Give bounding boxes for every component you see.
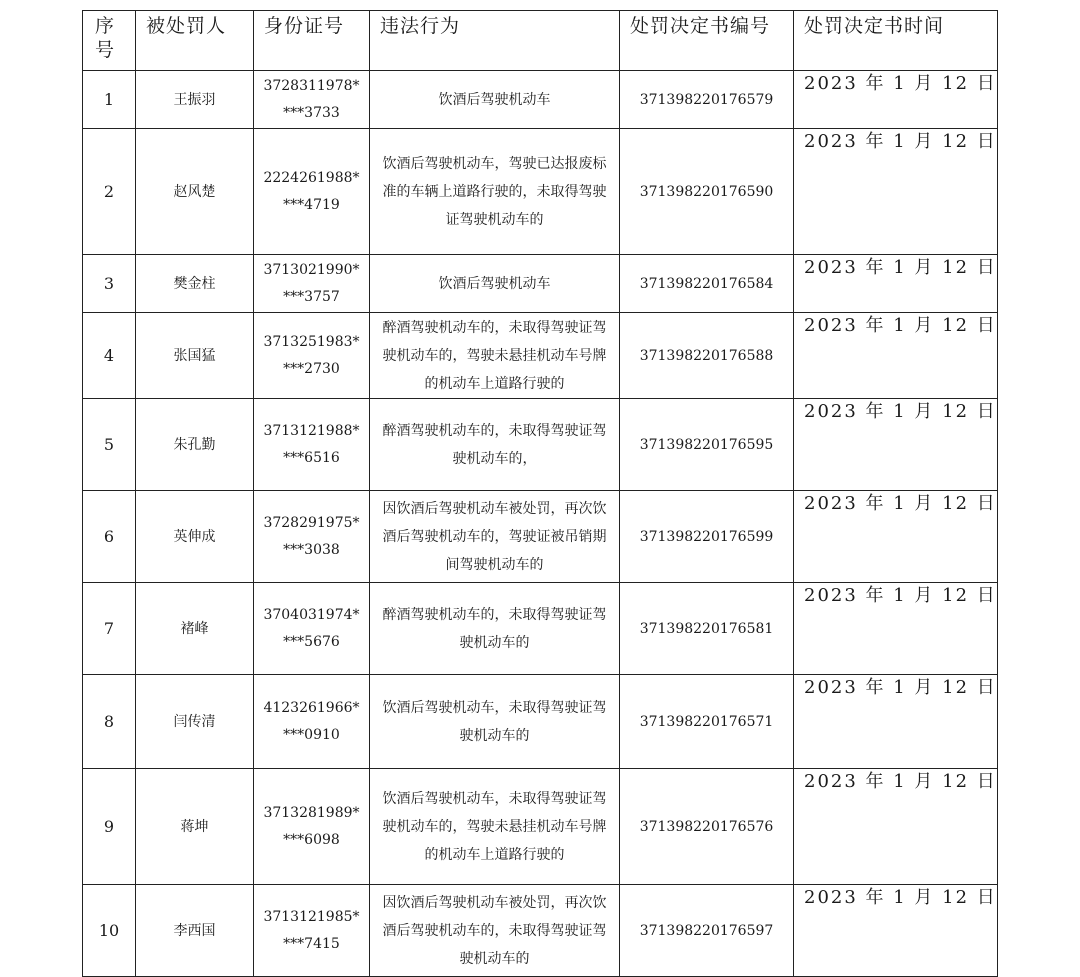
id-line: 3704031974* bbox=[263, 606, 360, 623]
table-row bbox=[83, 399, 998, 491]
row-violation: 醉酒驾驶机动车的，未取得驾驶证驾驶机动车的 bbox=[370, 583, 620, 675]
header-seq: 序号 bbox=[83, 11, 136, 71]
row-name: 张国猛 bbox=[136, 313, 254, 399]
row-violation: 饮酒后驾驶机动车 bbox=[370, 71, 620, 129]
row-violation: 饮酒后驾驶机动车，驾驶已达报废标准的车辆上道路行驶的，未取得驾驶证驾驶机动车的 bbox=[370, 129, 620, 255]
id-line: ***5676 bbox=[283, 633, 340, 650]
row-violation: 因饮酒后驾驶机动车被处罚，再次饮酒后驾驶机动车的，驾驶证被吊销期间驾驶机动车的 bbox=[370, 491, 620, 583]
row-name: 闫传清 bbox=[136, 675, 254, 769]
id-line: ***0910 bbox=[283, 726, 340, 743]
row-violation: 饮酒后驾驶机动车，未取得驾驶证驾驶机动车的，驾驶未悬挂机动车号牌的机动车上道路行驶的 bbox=[370, 769, 620, 885]
table-row bbox=[83, 255, 998, 313]
row-id bbox=[254, 255, 370, 313]
table-row bbox=[83, 129, 998, 255]
row-decision-no: 371398220176579 bbox=[620, 71, 794, 129]
row-seq: 3 bbox=[83, 255, 136, 313]
row-seq: 6 bbox=[83, 491, 136, 583]
row-id bbox=[254, 491, 370, 583]
header-id: 身份证号 bbox=[254, 11, 370, 71]
row-id bbox=[254, 583, 370, 675]
header-violation: 违法行为 bbox=[370, 11, 620, 71]
row-decision-date: 2023 年 1 月 12 日 bbox=[794, 71, 998, 129]
penalty-table bbox=[82, 10, 998, 977]
row-decision-no: 371398220176581 bbox=[620, 583, 794, 675]
row-decision-no: 371398220176599 bbox=[620, 491, 794, 583]
row-name: 赵风楚 bbox=[136, 129, 254, 255]
id-line: 3713121985* bbox=[263, 908, 360, 925]
row-violation: 醉酒驾驶机动车的，未取得驾驶证驾驶机动车的，驾驶未悬挂机动车号牌的机动车上道路行驶的 bbox=[370, 313, 620, 399]
row-violation: 醉酒驾驶机动车的，未取得驾驶证驾驶机动车的， bbox=[370, 399, 620, 491]
row-decision-date: 2023 年 1 月 12 日 bbox=[794, 255, 998, 313]
row-decision-date: 2023 年 1 月 12 日 bbox=[794, 583, 998, 675]
row-decision-no: 371398220176597 bbox=[620, 885, 794, 977]
header-name: 被处罚人 bbox=[136, 11, 254, 71]
header-decision-no: 处罚决定书编号 bbox=[620, 11, 794, 71]
row-violation: 饮酒后驾驶机动车 bbox=[370, 255, 620, 313]
id-line: 3713251983* bbox=[263, 333, 360, 350]
row-id bbox=[254, 885, 370, 977]
id-line: ***6516 bbox=[283, 449, 340, 466]
row-name: 李西国 bbox=[136, 885, 254, 977]
row-id bbox=[254, 675, 370, 769]
id-line: ***2730 bbox=[283, 360, 340, 377]
row-name: 朱孔勤 bbox=[136, 399, 254, 491]
row-decision-date: 2023 年 1 月 12 日 bbox=[794, 399, 998, 491]
row-id bbox=[254, 399, 370, 491]
row-decision-no: 371398220176584 bbox=[620, 255, 794, 313]
row-decision-date: 2023 年 1 月 12 日 bbox=[794, 313, 998, 399]
row-decision-no: 371398220176588 bbox=[620, 313, 794, 399]
table-body bbox=[83, 71, 998, 977]
table-row bbox=[83, 885, 998, 977]
row-decision-no: 371398220176590 bbox=[620, 129, 794, 255]
row-decision-no: 371398220176576 bbox=[620, 769, 794, 885]
id-line: 3713021990* bbox=[263, 261, 360, 278]
row-seq: 8 bbox=[83, 675, 136, 769]
table-row bbox=[83, 491, 998, 583]
row-seq: 1 bbox=[83, 71, 136, 129]
id-line: 3728291975* bbox=[263, 514, 360, 531]
row-seq: 4 bbox=[83, 313, 136, 399]
row-decision-date: 2023 年 1 月 12 日 bbox=[794, 885, 998, 977]
row-name: 褚峰 bbox=[136, 583, 254, 675]
id-line: ***4719 bbox=[283, 196, 340, 213]
row-name: 英伸成 bbox=[136, 491, 254, 583]
row-id bbox=[254, 71, 370, 129]
table-row bbox=[83, 675, 998, 769]
row-decision-date: 2023 年 1 月 12 日 bbox=[794, 491, 998, 583]
id-line: ***3733 bbox=[283, 104, 340, 121]
row-seq: 7 bbox=[83, 583, 136, 675]
row-decision-date: 2023 年 1 月 12 日 bbox=[794, 769, 998, 885]
id-line: 3713281989* bbox=[263, 804, 360, 821]
row-name: 蒋坤 bbox=[136, 769, 254, 885]
id-line: 4123261966* bbox=[263, 699, 360, 716]
row-decision-no: 371398220176595 bbox=[620, 399, 794, 491]
id-line: ***3757 bbox=[283, 288, 340, 305]
row-decision-date: 2023 年 1 月 12 日 bbox=[794, 675, 998, 769]
row-name: 王振羽 bbox=[136, 71, 254, 129]
row-decision-date: 2023 年 1 月 12 日 bbox=[794, 129, 998, 255]
header-row bbox=[83, 11, 998, 71]
row-violation: 因饮酒后驾驶机动车被处罚，再次饮酒后驾驶机动车的，未取得驾驶证驾驶机动车的 bbox=[370, 885, 620, 977]
row-violation: 饮酒后驾驶机动车，未取得驾驶证驾驶机动车的 bbox=[370, 675, 620, 769]
table-row bbox=[83, 313, 998, 399]
id-line: ***3038 bbox=[283, 541, 340, 558]
row-decision-no: 371398220176571 bbox=[620, 675, 794, 769]
row-seq: 2 bbox=[83, 129, 136, 255]
row-seq: 9 bbox=[83, 769, 136, 885]
header-decision-date: 处罚决定书时间 bbox=[794, 11, 998, 71]
id-line: 3713121988* bbox=[263, 422, 360, 439]
id-line: 2224261988* bbox=[263, 169, 360, 186]
id-line: ***6098 bbox=[283, 831, 340, 848]
table-row bbox=[83, 769, 998, 885]
row-id bbox=[254, 129, 370, 255]
id-line: 3728311978* bbox=[263, 77, 360, 94]
table-row bbox=[83, 71, 998, 129]
row-id bbox=[254, 313, 370, 399]
id-line: ***7415 bbox=[283, 935, 340, 952]
row-name: 樊金柱 bbox=[136, 255, 254, 313]
row-seq: 10 bbox=[83, 885, 136, 977]
row-id bbox=[254, 769, 370, 885]
table-row bbox=[83, 583, 998, 675]
row-seq: 5 bbox=[83, 399, 136, 491]
